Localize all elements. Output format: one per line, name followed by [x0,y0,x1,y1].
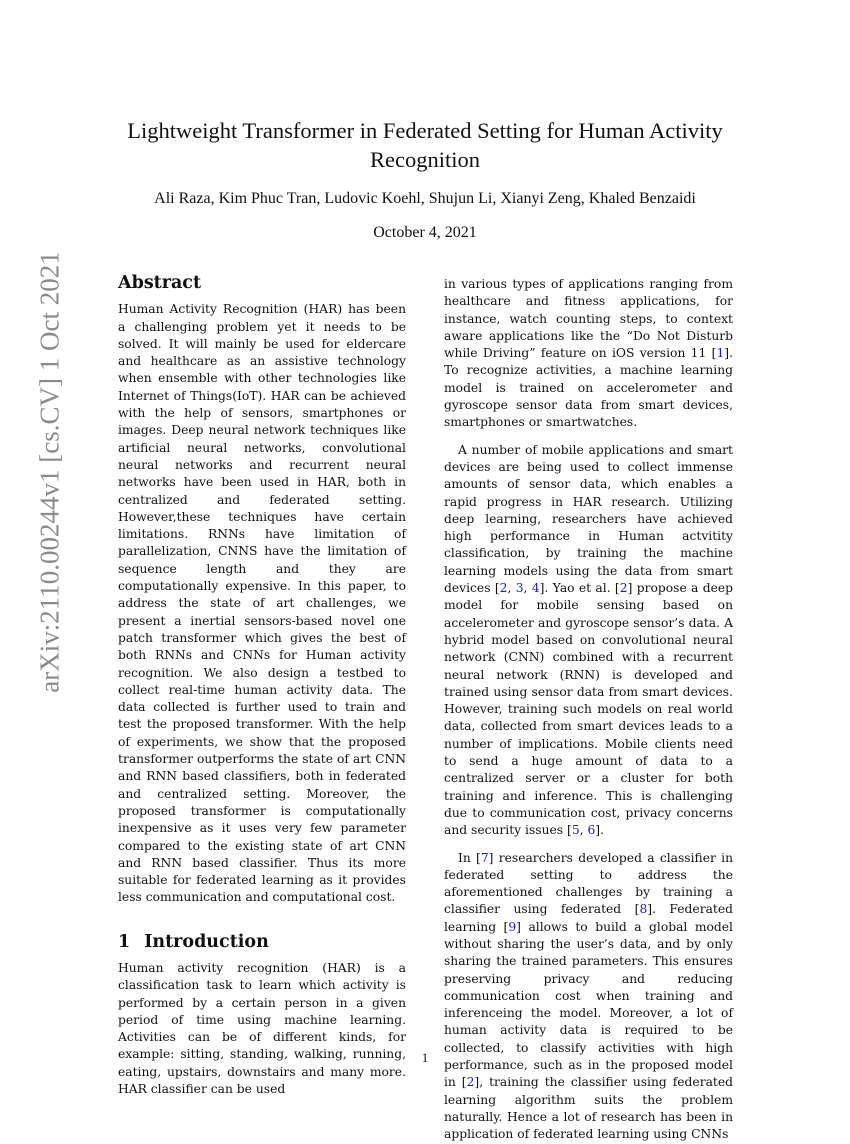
citation-link[interactable]: 8 [639,902,648,917]
abstract-heading: Abstract [118,273,202,293]
citation-link[interactable]: 7 [480,850,489,865]
intro-paragraph-3: In [7] researchers developed a classifier in federated setting to address the aforementioned challenges by training a classifier using federated [8]. Federated learning [9] allows to build a global model without sharing the user’s data, and by only sharing the trained parameters. This ensures preserving privacy and reducing communication cost when training and inferenceing the model. Moreover, a lot of human activity data is required to be collected, to classify activities with high performance, such as in the proposed model in [2], training the classifier using federated learning algorithm suits the problem naturally. Hence a lot of research has been in application of federated learning using CNNs [444,850,734,1142]
citation-link[interactable]: 2 [466,1075,475,1090]
citation-link[interactable]: 3 [515,581,524,596]
citation-link[interactable]: 4 [531,581,540,596]
paper-title: Lightweight Transformer in Federated Setting for Human Activity Recognition [127,118,723,172]
paper-date: October 4, 2021 [373,224,477,241]
intro-paragraph-1-continued: in various types of applications ranging from healthcare and fitness applications, for instance, watch counting steps, to context aware applications like the “Do Not Disturb while Driving” feature on iOS version 11 [1]. To recognize activities, a machine learning model is trained on accelerometer and gyroscope sensor data from smart devices, smartphones or smartwatches. [444,277,733,430]
intro-paragraph-1: Human activity recognition (HAR) is a classification task to learn which activity is performed by a certain person in a given period of time using machine learning. Activities can be of different kinds, for example: sitting, standing, walking, running, eating, upstairs, downstairs and many more. HAR classifier can be used [118,960,406,1097]
arxiv-identifier-stamp: arXiv:2110.00244v1 [cs.CV] 1 Oct 2021 [34,251,65,693]
citation-link[interactable]: 6 [587,823,596,838]
section-number: 1 [118,931,131,952]
citation-link[interactable]: 2 [499,581,508,596]
page-number: 1 [421,1050,429,1065]
intro-paragraph-2: A number of mobile applications and smart devices are being used to collect immense amounts of sensor data, which enables a rapid progress in HAR research. Utilizing deep learning, researchers have achieved high performance in Human actvitity classification, by training the machine learning models using the data from smart devices [2, 3, 4]. Yao et al. [2] propose a deep model for mobile sensing based on accelerometer and gyroscope sensor’s data. A hybrid model based on convolutional neural network (CNN) combined with a recurrent neural network (RNN) is developed and trained using sensor data from smart devices. However, training such models on real world data, collected from smart devices leads to a number of implications. Mobile clients need to send a huge amount of data to a centralized server or a cluster for both training and inference. This is challenging due to communication cost, privacy concerns and security issues [5, 6]. [444,442,734,838]
citation-link[interactable]: 1 [716,346,725,361]
abstract-body: Human Activity Recognition (HAR) has been a challenging problem yet it needs to be solved. It will mainly be used for eldercare and healthcare as an assistive technology when ensemble with other technologies like Internet of Things(IoT). HAR can be achieved with the help of sensors, smartphones or images. Deep neural network techniques like artificial neural networks, convolutional neural networks and recurrent neural networks have been used in HAR, both in centralized and federated setting. However,these techniques have certain limitations. RNNs have limitation of parallelization, CNNS have the limitation of sequence length and they are computationally expensive. In this paper, to address the state of art challenges, we present a inertial sensors-based novel one patch transformer which gives the best of both RNNs and CNNs for Human activity recognition. We also design a testbed to collect real-time human activity data. The data collected is further used to train and test the proposed transformer. With the help of experiments, we show that the proposed transformer outperforms the state of art CNN and RNN based classifiers, both in federated and centralized setting. Moreover, the proposed transformer is computationally inexpensive as it uses very few parameter compared to the existing state of art CNN and RNN based classifier. Thus its more suitable for federated learning as it provides less communication and computational cost. [118,302,406,905]
right-column [444,276,733,1144]
section-title: Introduction [144,931,269,952]
left-column [118,275,406,1098]
citation-link[interactable]: 9 [508,919,517,934]
citation-link[interactable]: 2 [619,581,628,596]
citation-link[interactable]: 5 [571,823,580,838]
paper-authors: Ali Raza, Kim Phuc Tran, Ludovic Koehl, Shujun Li, Xianyi Zeng, Khaled Benzaidi [154,190,696,207]
introduction-heading [118,931,406,952]
